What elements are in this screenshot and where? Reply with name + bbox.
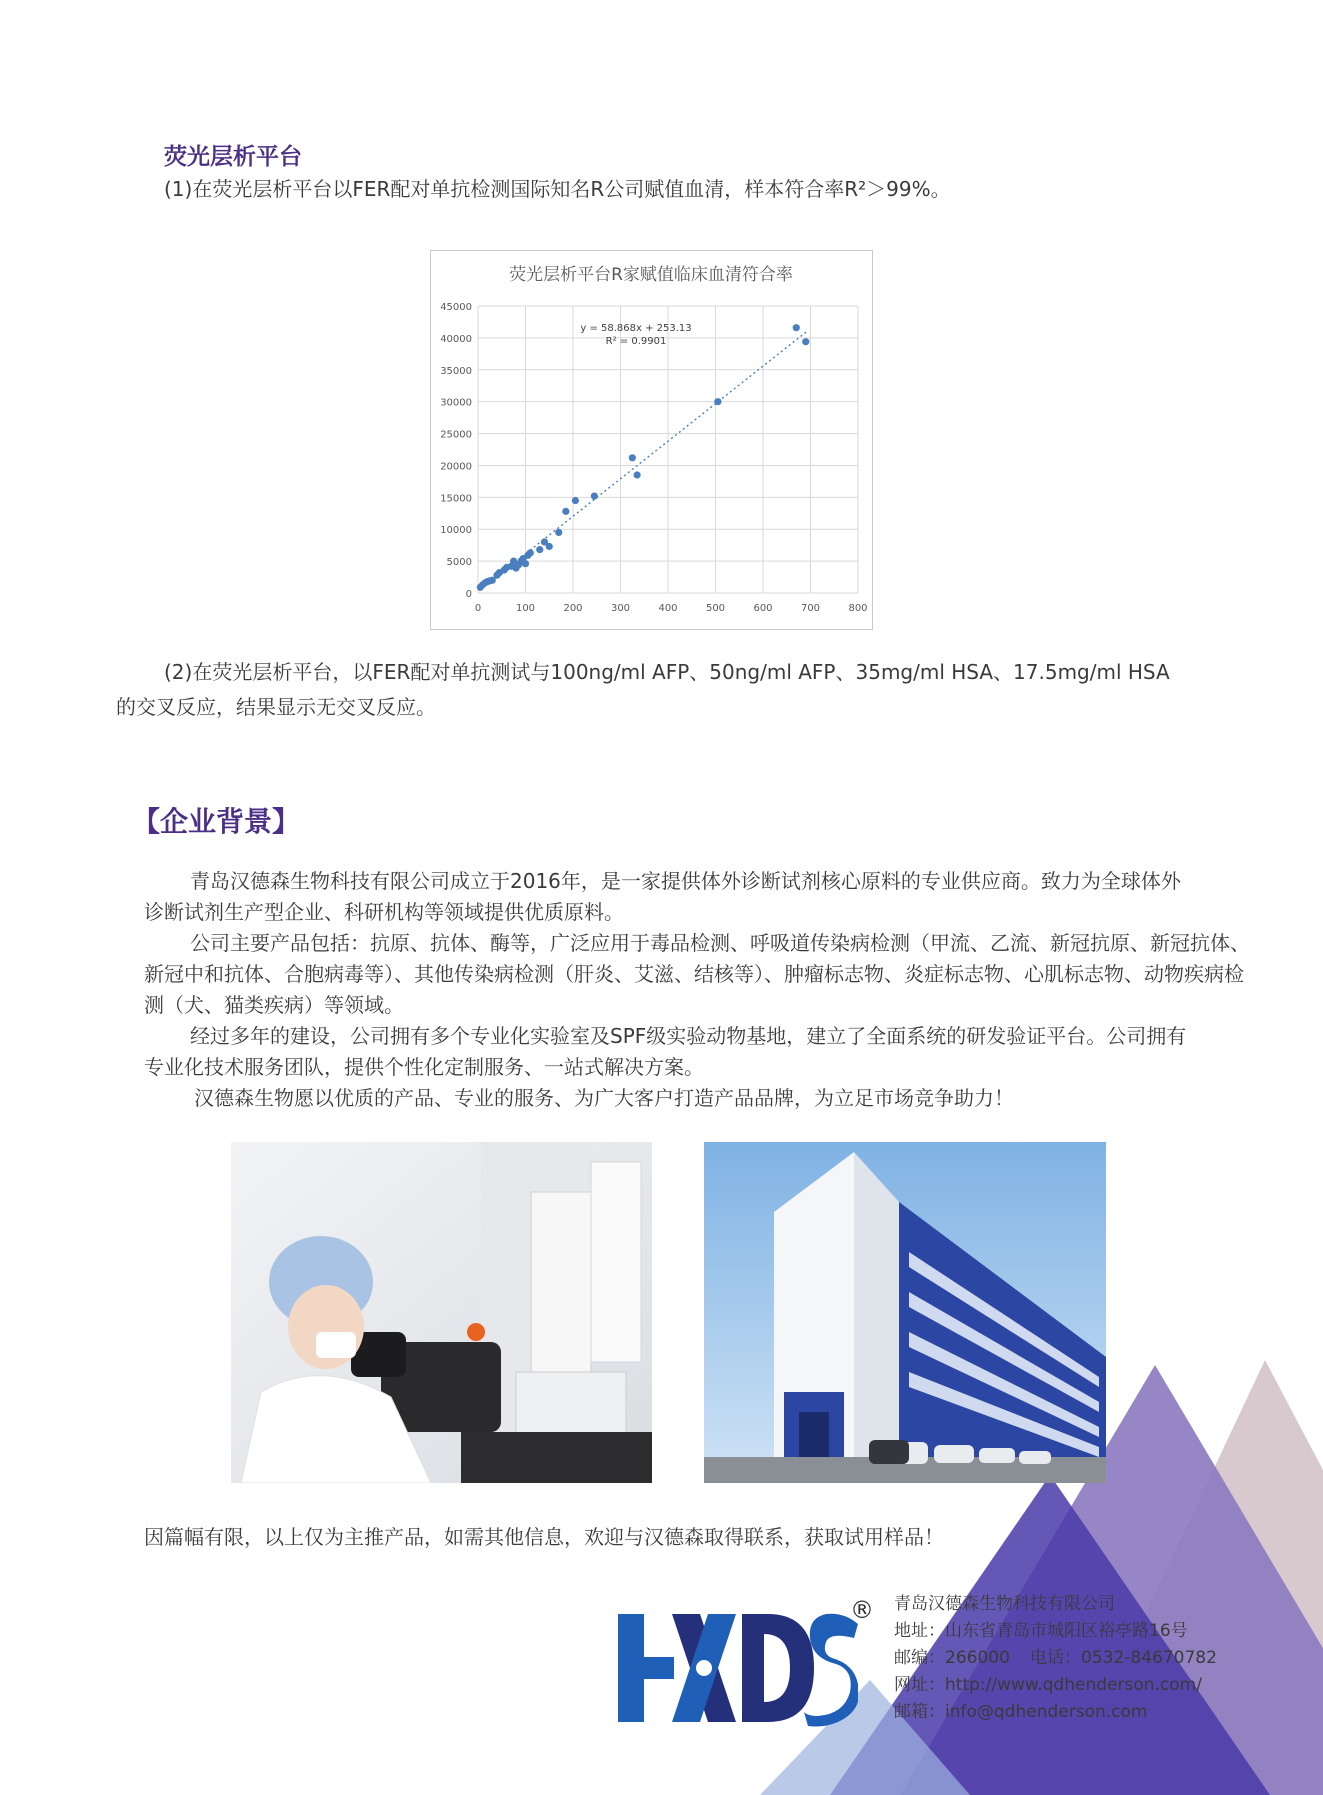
data-point bbox=[793, 324, 800, 331]
contact-company-name: 青岛汉德森生物科技有限公司 bbox=[894, 1594, 1115, 1614]
x-tick-label: 0 bbox=[474, 603, 482, 614]
section-title: 荧光层析平台 bbox=[164, 144, 302, 170]
company-p2-line2: 新冠中和抗体、合胞病毒等）、其他传染病检测（肝炎、艾滋、结核等）、肿瘤标志物、炎症标志物、心肌标志物、动物疾病检 bbox=[144, 962, 1244, 986]
logo-mark bbox=[618, 1614, 858, 1727]
x-tick-label: 500 bbox=[705, 603, 726, 614]
company-p4: 汉德森生物愿以优质的产品、专业的服务、为广大客户打造产品品牌，为立足市场竞争助力！ bbox=[194, 1086, 1014, 1110]
x-tick-label: 100 bbox=[515, 603, 536, 614]
closing-text: 因篇幅有限，以上仅为主推产品，如需其他信息，欢迎与汉德森取得联系，获取试用样品！ bbox=[144, 1525, 944, 1549]
chart-r-squared: R² = 0.9901 bbox=[605, 336, 667, 347]
lab-photo bbox=[231, 1142, 652, 1483]
y-tick-label: 20000 bbox=[440, 461, 472, 473]
y-tick-label: 35000 bbox=[440, 365, 472, 377]
data-point bbox=[527, 549, 534, 556]
data-point bbox=[629, 454, 636, 461]
y-tick-label: 0 bbox=[465, 589, 472, 600]
item-1-text: (1)在荧光层析平台以FER配对单抗检测国际知名R公司赋值血清，样本符合率R²＞99%。 bbox=[164, 177, 951, 201]
contact-address: 地址：山东省青岛市城阳区裕亭路16号 bbox=[894, 1621, 1188, 1641]
data-point bbox=[714, 398, 721, 405]
data-point bbox=[522, 560, 529, 567]
item-2-line-2: 的交叉反应，结果显示无交叉反应。 bbox=[116, 695, 436, 719]
y-tick-label: 5000 bbox=[446, 557, 472, 569]
item-2-line-1: (2)在荧光层析平台，以FER配对单抗测试与100ng/ml AFP、50ng/ml AFP、35mg/ml HSA、17.5mg/ml HSA bbox=[164, 660, 1170, 684]
contact-email: 邮箱：info@qdhenderson.com bbox=[894, 1702, 1148, 1722]
registered-mark: ® bbox=[850, 1596, 874, 1624]
x-tick-label: 700 bbox=[800, 603, 821, 614]
y-tick-label: 40000 bbox=[440, 333, 472, 345]
contact-postcode: 邮编：266000 bbox=[894, 1648, 1010, 1668]
scatter-chart bbox=[430, 250, 873, 630]
company-p2-line1: 公司主要产品包括：抗原、抗体、酶等，广泛应用于毒品检测、呼吸道传染病检测（甲流、乙流、新冠抗原、新冠抗体、 bbox=[190, 931, 1250, 955]
company-p3-line1: 经过多年的建设，公司拥有多个专业化实验室及SPF级实验动物基地，建立了全面系统的研发验证平台。公司拥有 bbox=[190, 1024, 1187, 1048]
y-tick-label: 25000 bbox=[440, 429, 472, 441]
data-point bbox=[546, 543, 553, 550]
building-photo bbox=[704, 1142, 1106, 1483]
x-tick-label: 200 bbox=[563, 603, 583, 614]
chart-canvas bbox=[431, 251, 872, 629]
y-tick-label: 45000 bbox=[440, 302, 472, 313]
data-point bbox=[555, 529, 562, 536]
data-point bbox=[591, 492, 598, 499]
hds-logo bbox=[618, 1596, 874, 1732]
company-heading: 【企业背景】 bbox=[132, 805, 301, 838]
company-p3-line2: 专业化技术服务团队，提供个性化定制服务、一站式解决方案。 bbox=[144, 1055, 704, 1079]
contact-phone: 电话：0532-84670782 bbox=[1030, 1648, 1217, 1668]
x-tick-label: 400 bbox=[658, 603, 678, 614]
company-p1-line2: 诊断试剂生产型企业、科研机构等领域提供优质原料。 bbox=[144, 900, 624, 924]
data-point bbox=[562, 508, 569, 515]
y-tick-label: 30000 bbox=[440, 397, 472, 409]
data-point bbox=[572, 497, 579, 504]
company-p2-line3: 测（犬、猫类疾病）等领域。 bbox=[144, 993, 404, 1017]
x-tick-label: 600 bbox=[753, 603, 773, 614]
data-point bbox=[802, 338, 809, 345]
x-tick-label: 800 bbox=[848, 603, 868, 614]
data-point bbox=[634, 471, 641, 478]
contact-website: 网址：http://www.qdhenderson.com/ bbox=[894, 1675, 1202, 1695]
chart-title: 荧光层析平台R家赋值临床血清符合率 bbox=[509, 265, 793, 285]
y-tick-label: 15000 bbox=[440, 493, 472, 505]
y-tick-label: 10000 bbox=[440, 525, 472, 537]
chart-equation: y = 58.868x + 253.13 bbox=[580, 323, 692, 334]
x-tick-label: 300 bbox=[610, 603, 631, 614]
data-point bbox=[536, 546, 543, 553]
company-p1-line1: 青岛汉德森生物科技有限公司成立于2016年，是一家提供体外诊断试剂核心原料的专业供应商。致力为全球体外 bbox=[190, 869, 1181, 893]
